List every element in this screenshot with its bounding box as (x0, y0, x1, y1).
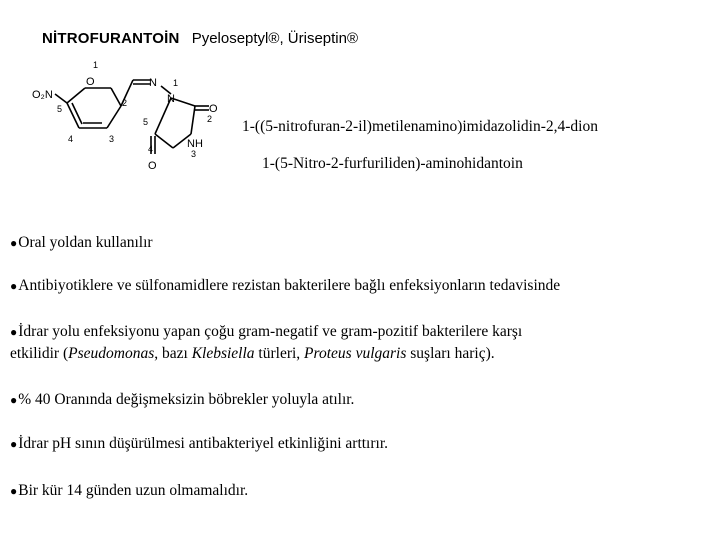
structure-number: 2 (207, 114, 213, 124)
organism-name: Klebsiella (191, 345, 255, 362)
iupac-name: 1-((5-nitrofuran-2-il)metilenamino)imidazolidin-2,4-dion (242, 118, 598, 135)
bullet-icon: ● (10, 437, 18, 451)
structure-number: 3 (109, 134, 115, 144)
brand-names: Pyeloseptyl®, Üriseptin® (191, 30, 359, 47)
organism-name: Proteus vulgaris (304, 345, 407, 362)
organism-name: Pseudomonas (68, 345, 155, 362)
bullet-text-segment: , bazı (154, 345, 192, 362)
structure-number: 5 (143, 117, 149, 127)
bullet-icon: ● (10, 325, 18, 339)
bullet-text: Bir kür 14 günden uzun olmamalıdır. (18, 482, 249, 499)
structure-number: 4 (68, 134, 74, 144)
bullet-item (10, 480, 248, 502)
imine-nitrogen-label: N (149, 77, 157, 89)
bullet-item (10, 275, 560, 297)
furan-oxygen-label: O (86, 76, 95, 88)
chemical-structure (25, 58, 265, 178)
bullet-text-line2 (10, 343, 522, 364)
structure-number: 2 (122, 98, 128, 108)
bullet-item (10, 321, 522, 364)
structure-number: 5 (57, 104, 63, 114)
bullet-text: % 40 Oranında değişmeksizin böbrekler yoluyla atılır. (18, 391, 355, 408)
bullet-item (10, 389, 354, 411)
bullet-text: İdrar yolu enfeksiyonu yapan çoğu gram-negatif ve gram-pozitif bakterilere karşı (18, 323, 523, 340)
bottom-oxygen-label: O (148, 160, 157, 172)
bullet-text-segment: türleri, (254, 345, 305, 362)
bullet-icon: ● (10, 236, 18, 250)
alternative-name: 1-(5-Nitro-2-furfuriliden)-aminohidantoin (262, 155, 523, 172)
structure-number: 3 (191, 149, 197, 159)
title-row (42, 30, 358, 47)
structure-number: 1 (173, 78, 179, 88)
top-oxygen-label: O (209, 103, 218, 115)
bullet-icon: ● (10, 484, 18, 498)
bullet-text: Oral yoldan kullanılır (18, 234, 153, 251)
bullet-icon: ● (10, 393, 18, 407)
o2n-label: O₂N (32, 89, 53, 101)
bullet-text-segment: suşları hariç). (406, 345, 495, 362)
bullet-text-segment: etkilidir ( (10, 345, 69, 362)
nitrofurantoin-structure-diagram (25, 58, 265, 178)
bullet-text: İdrar pH sının düşürülmesi antibakteriyel etkinliğini arttırır. (18, 435, 389, 452)
drug-name: NİTROFURANTOİN (42, 30, 180, 47)
bullet-item (10, 232, 153, 254)
bullet-icon: ● (10, 279, 18, 293)
structure-number: 1 (93, 60, 99, 70)
ring-nitrogen-label: N (167, 93, 175, 105)
nh-label: NH (187, 138, 203, 150)
structure-number: 4 (148, 144, 154, 154)
bullet-text: Antibiyotiklere ve sülfonamidlere rezistan bakterilere bağlı enfeksiyonların tedavisinde (18, 277, 561, 294)
bullet-item (10, 433, 388, 455)
